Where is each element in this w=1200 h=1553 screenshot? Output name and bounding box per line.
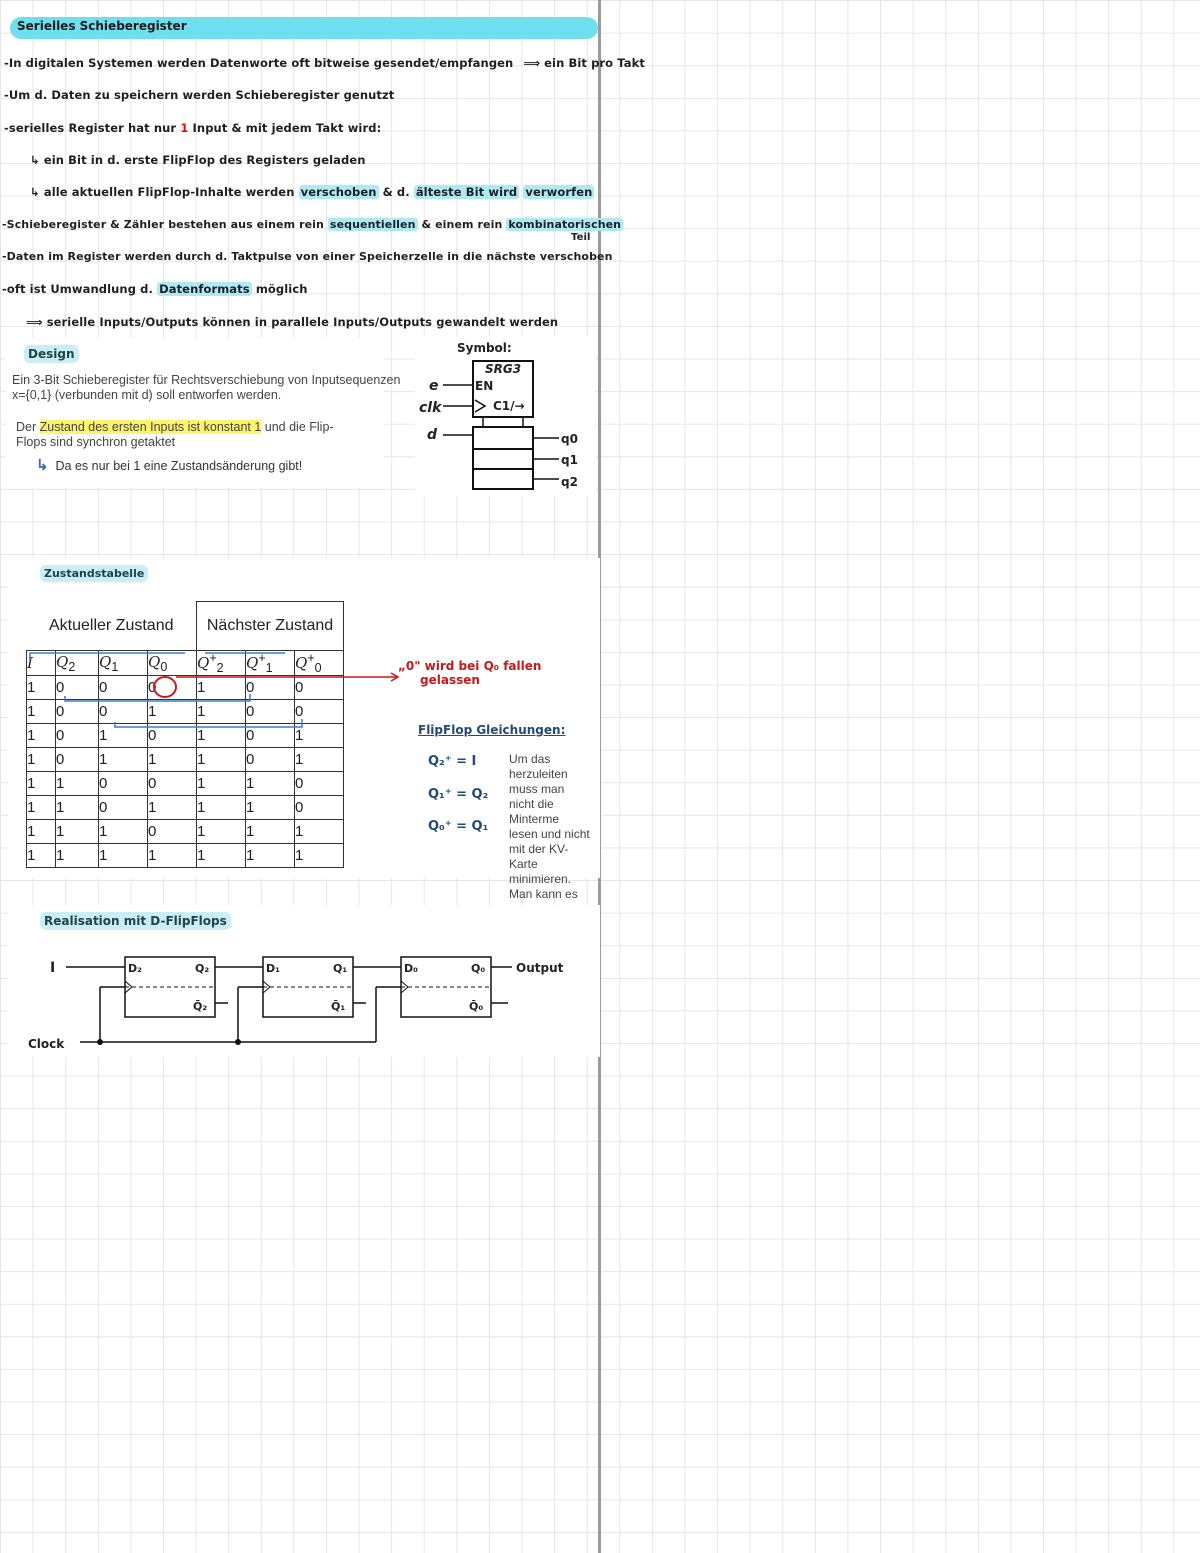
table-cell: 1 — [27, 748, 56, 772]
ff1-qn-label: Q̄₁ — [331, 1000, 346, 1013]
table-row — [27, 748, 344, 772]
table-cell: 1 — [99, 748, 148, 772]
circled-q0-marker — [154, 677, 176, 697]
table-cell: 1 — [99, 724, 148, 748]
table-cell: 1 — [197, 820, 246, 844]
table-cell: 1 — [295, 748, 344, 772]
symbol-name: SRG3 — [485, 362, 522, 376]
table-cell: 1 — [148, 796, 197, 820]
page-title: Serielles Schieberegister — [17, 19, 187, 33]
design-description: Ein 3-Bit Schieberegister für Rechtsverschiebung von Inputsequenzen x={0,1} (verbunden mit d) soll entworfen werden. — [12, 373, 401, 402]
table-cell: 1 — [148, 700, 197, 724]
table-row — [27, 844, 344, 868]
note-line-7: -Daten im Register werden durch d. Taktpulse von einer Speicherzelle in die nächste verschoben — [2, 250, 613, 263]
ff2-qn-label: Q̄₂ — [193, 1000, 208, 1013]
table-cell: 0 — [246, 748, 295, 772]
note-line-9: ⟹ serielle Inputs/Outputs können in parallele Inputs/Outputs gewandelt werden — [26, 315, 559, 329]
note-line-6: -Schieberegister & Zähler bestehen aus einem rein sequentiellen & einem rein kombinatorischen — [2, 218, 622, 231]
circuit-clock-label: Clock — [28, 1037, 65, 1051]
equations-heading: FlipFlop Gleichungen: — [418, 723, 566, 737]
table-cell: 1 — [56, 844, 99, 868]
d-flipflop-circuit — [20, 945, 580, 1055]
col-header-i: I — [27, 651, 56, 676]
col-header-q1: $Q_1$ — [99, 651, 148, 676]
table-cell: 1 — [246, 772, 295, 796]
equation-q2: Q₂⁺ = I — [428, 754, 477, 769]
blue-shift-bracket-1 — [30, 653, 185, 660]
note-line-4: ↳ ein Bit in d. erste FlipFlop des Registers geladen — [30, 153, 366, 167]
table-cell: 1 — [197, 748, 246, 772]
symbol-clock: C1/→ — [493, 399, 525, 413]
table-cell: 1 — [197, 772, 246, 796]
srg3-symbol — [415, 336, 595, 496]
table-cell: 1 — [27, 700, 56, 724]
table-cell: 0 — [99, 772, 148, 796]
table-cell: 1 — [27, 676, 56, 700]
ff2-d-label: D₂ — [128, 962, 142, 975]
table-cell: 1 — [246, 820, 295, 844]
symbol-output-q0: q0 — [561, 432, 578, 446]
ff1-q-label: Q₁ — [333, 962, 348, 975]
table-cell: 1 — [197, 724, 246, 748]
symbol-output-q1: q1 — [561, 453, 578, 467]
table-cell: 0 — [56, 700, 99, 724]
table-cell: 1 — [56, 772, 99, 796]
table-row — [27, 820, 344, 844]
table-cell: 1 — [295, 820, 344, 844]
symbol-input-clk: clk — [419, 400, 442, 416]
table-cell: 0 — [148, 820, 197, 844]
note-line-8: -oft ist Umwandlung d. Datenformats möglich — [2, 282, 308, 296]
state-table-heading: Zustandstabelle — [40, 565, 148, 582]
design-reason: ↳ Da es nur bei 1 eine Zustandsänderung gibt! — [36, 457, 303, 474]
table-cell: 1 — [27, 820, 56, 844]
ff0-q-label: Q₀ — [471, 962, 486, 975]
table-cell: 0 — [246, 676, 295, 700]
table-cell: 1 — [197, 844, 246, 868]
design-state: Der Zustand des ersten Inputs ist konstant 1 und die Flip-Flops sind synchron getaktet — [16, 420, 334, 449]
col-header-q0: $Q_0$ — [148, 651, 197, 676]
table-cell: 0 — [99, 700, 148, 724]
table-cell: 0 — [246, 724, 295, 748]
symbol-output-q2: q2 — [561, 475, 578, 489]
header-next-state: Nächster Zustand — [197, 602, 344, 651]
table-cell: 0 — [56, 748, 99, 772]
note-line-5: ↳ alle aktuellen FlipFlop-Inhalte werden verschoben & d. älteste Bit wird verworfen — [30, 185, 593, 199]
table-cell: 1 — [197, 700, 246, 724]
equation-q1: Q₁⁺ = Q₂ — [428, 787, 489, 802]
symbol-en: EN — [475, 379, 494, 393]
ff2-q-label: Q₂ — [195, 962, 210, 975]
table-cell: 1 — [27, 796, 56, 820]
table-cell: 0 — [295, 772, 344, 796]
table-cell: 1 — [246, 844, 295, 868]
table-cell: 0 — [56, 724, 99, 748]
circuit-input-label: I — [50, 960, 56, 976]
symbol-input-d: d — [427, 427, 438, 443]
table-cell: 0 — [295, 796, 344, 820]
design-heading: Design — [24, 345, 79, 363]
equations-note: Um das herzuleiten muss man nicht die Minterme lesen und nicht mit der KV-Karte minimieren. Man kann es — [509, 752, 590, 901]
ff1-d-label: D₁ — [266, 962, 280, 975]
table-row — [27, 796, 344, 820]
annotation-text: „0" wird bei Q₀ fallen gelassen — [398, 659, 542, 687]
table-cell: 0 — [99, 796, 148, 820]
col-header-q1-next: $Q^+_1$ — [246, 651, 295, 676]
table-cell: 1 — [99, 820, 148, 844]
symbol-input-e: e — [429, 378, 439, 394]
col-header-q2-next: $Q^+_2$ — [197, 651, 246, 676]
col-header-q0-next: $Q^+_0$ — [295, 651, 344, 676]
table-cell: 0 — [148, 676, 197, 700]
table-cell: 1 — [27, 844, 56, 868]
table-cell: 0 — [148, 772, 197, 796]
table-row — [27, 772, 344, 796]
col-header-q2: $Q_2$ — [56, 651, 99, 676]
table-cell: 1 — [148, 844, 197, 868]
table-cell: 0 — [148, 724, 197, 748]
table-cell: 1 — [197, 676, 246, 700]
table-cell: 1 — [99, 844, 148, 868]
table-cell: 0 — [99, 676, 148, 700]
table-cell: 1 — [56, 820, 99, 844]
note-line-3: -serielles Register hat nur 1 Input & mit jedem Takt wird: — [4, 121, 382, 135]
table-cell: 0 — [246, 700, 295, 724]
ff0-d-label: D₀ — [404, 962, 418, 975]
circuit-output-label: Output — [516, 961, 564, 975]
table-cell: 0 — [56, 676, 99, 700]
table-cell: 1 — [148, 748, 197, 772]
table-cell: 1 — [295, 844, 344, 868]
note-line-2: -Um d. Daten zu speichern werden Schieberegister genutzt — [4, 88, 395, 102]
table-cell: 1 — [27, 724, 56, 748]
table-cell: 1 — [246, 796, 295, 820]
table-cell: 1 — [56, 796, 99, 820]
table-cell: 1 — [295, 724, 344, 748]
ff0-qn-label: Q̄₀ — [469, 1000, 484, 1013]
table-cell: 1 — [197, 796, 246, 820]
table-annotations — [20, 640, 410, 740]
table-cell: 0 — [295, 700, 344, 724]
note-line-1: -In digitalen Systemen werden Datenworte oft bitweise gesendet/empfangen ⟹ ein Bit pro Takt — [4, 56, 645, 70]
realisation-heading: Realisation mit D-FlipFlops — [40, 912, 231, 930]
symbol-label: Symbol: — [457, 341, 512, 355]
table-cell: 0 — [295, 676, 344, 700]
equation-q0: Q₀⁺ = Q₁ — [428, 819, 489, 834]
blue-shift-bracket-3 — [115, 719, 302, 727]
note-line-6-teil: Teil — [571, 232, 591, 243]
header-current-state: Aktueller Zustand — [27, 602, 197, 651]
table-cell: 1 — [27, 772, 56, 796]
